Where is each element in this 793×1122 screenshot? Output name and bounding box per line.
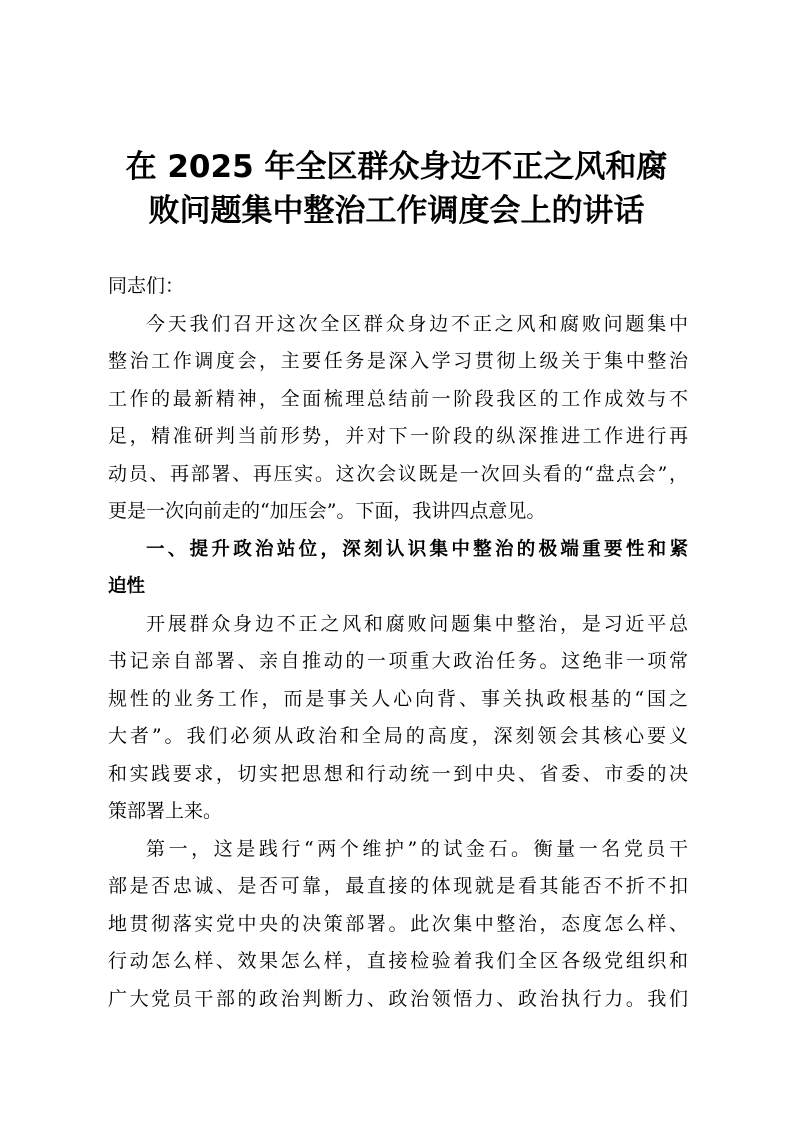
paragraph-line: 更是一次向前走的“加压会”。下面，我讲四点意见。	[108, 500, 546, 522]
paragraph-line: 书记亲自部署、亲自推动的一项重大政治任务。这绝非一项常	[108, 650, 688, 672]
salutation: 同志们：	[108, 275, 185, 297]
paragraph-line: 动员、再部署、再压实。这次会议既是一次回头看的“盘点会”，	[108, 462, 688, 485]
document-title-line-1: 在 2025 年全区群众身边不正之风和腐	[125, 149, 668, 185]
section-heading-line: 一、提升政治站位，深刻认识集中整治的极端重要性和紧	[146, 538, 688, 560]
paragraph-line: 规性的业务工作，而是事关人心向背、事关执政根基的“国之	[108, 687, 688, 710]
paragraph-line: 部是否忠诚、是否可靠，最直接的体现就是看其能否不折不扣	[108, 875, 688, 897]
paragraph-line: 和实践要求，切实把思想和行动统一到中央、省委、市委的决	[108, 762, 688, 785]
paragraph-line: 足，精准研判当前形势，并对下一阶段的纵深推进工作进行再	[108, 425, 688, 447]
paragraph-line: 整治工作调度会，主要任务是深入学习贯彻上级关于集中整治	[108, 350, 688, 372]
paragraph-line: 开展群众身边不正之风和腐败问题集中整治，是习近平总	[146, 612, 688, 635]
paragraph-line: 地贯彻落实党中央的决策部署。此次集中整治，态度怎么样、	[108, 912, 688, 935]
paragraph-line: 行动怎么样、效果怎么样，直接检验着我们全区各级党组织和	[108, 950, 688, 972]
document-body	[108, 268, 688, 1018]
section-heading-line: 迫性	[108, 576, 146, 597]
paragraph-line: 第一，这是践行“两个维护”的试金石。衡量一名党员干	[146, 837, 688, 860]
paragraph-line: 今天我们召开这次全区群众身边不正之风和腐败问题集中	[146, 312, 688, 335]
paragraph-line: 广大党员干部的政治判断力、政治领悟力、政治执行力。我们	[108, 987, 688, 1010]
document-title-line-2: 败问题集中整治工作调度会上的讲话	[148, 193, 645, 229]
paragraph-line: 工作的最新精神，全面梳理总结前一阶段我区的工作成效与不	[108, 387, 688, 410]
paragraph-line: 大者”。我们必须从政治和全局的高度，深刻领会其核心要义	[108, 725, 688, 747]
paragraph-line: 策部署上来。	[108, 800, 223, 822]
